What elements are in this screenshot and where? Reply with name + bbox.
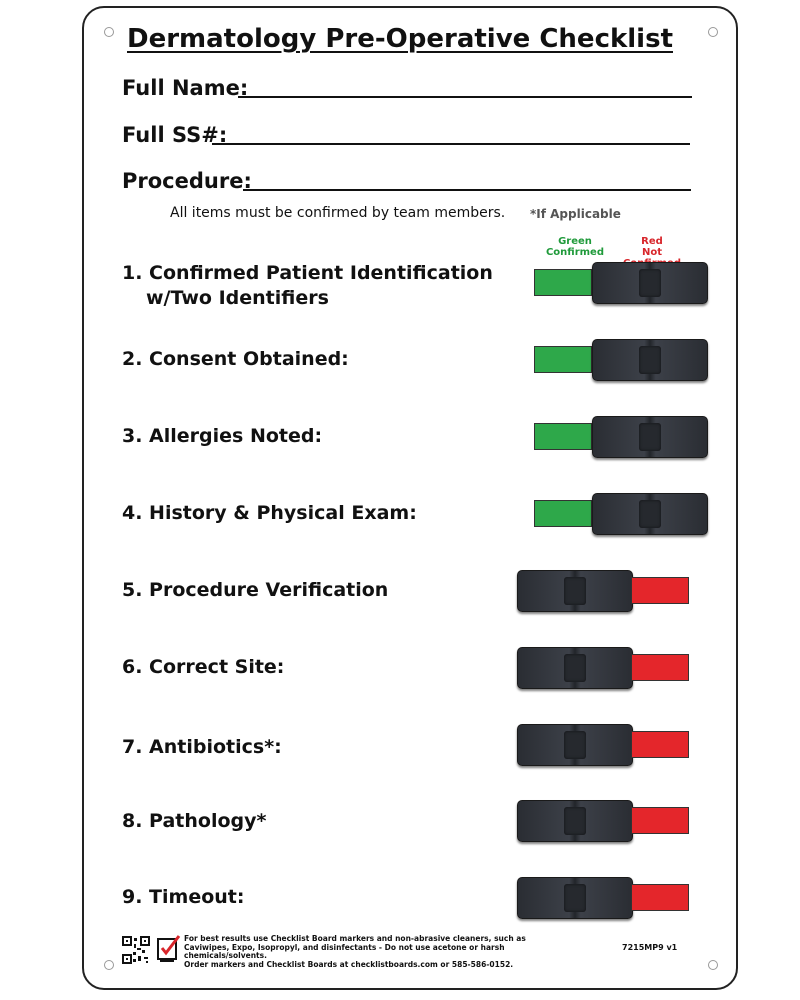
status-slider-2[interactable] [534,339,708,381]
confirmed-indicator [534,269,592,296]
status-slider-4[interactable] [534,493,708,535]
footer-line-3: Order markers and Checklist Boards at checklistboards.com or 585-586-0152. [184,959,514,969]
checklist-logo-icon [156,934,182,962]
status-slider-5[interactable] [517,570,691,612]
slider-knob[interactable] [592,416,708,458]
mounting-hole [708,960,718,970]
full-name-label: Full Name: [122,76,249,100]
not-confirmed-indicator [631,577,689,604]
legend-red-label: Not [641,247,663,258]
legend-green-title: Green [558,236,592,247]
footer-line-1: For best results use Checklist Board markers and non-abrasive cleaners, such as [184,934,526,943]
full-ss-field[interactable] [212,143,690,145]
slider-knob[interactable] [517,800,633,842]
status-slider-6[interactable] [517,647,691,689]
instruction-note: All items must be confirmed by team members. [170,205,506,221]
item-label-line2: w/Two Identifiers [146,287,329,309]
checklist-item-6: 6. Correct Site: [122,656,285,678]
slider-knob[interactable] [592,339,708,381]
legend-red-title: Red [641,236,663,247]
slider-knob[interactable] [517,647,633,689]
full-name-field[interactable] [238,96,692,98]
status-slider-9[interactable] [517,877,691,919]
status-slider-7[interactable] [517,724,691,766]
slider-knob[interactable] [517,724,633,766]
item-label: 1. Confirmed Patient Identification [122,262,493,284]
footer-line-2: Caviwipes, Expo, Isopropyl, and disinfectants - Do not use acetone or harsh chemicals/solvents. [184,942,505,960]
checklist-item-9: 9. Timeout: [122,886,245,908]
checklist-item-1 [122,261,493,311]
confirmed-indicator [534,346,592,373]
status-slider-1[interactable] [534,262,708,304]
slider-knob[interactable] [517,570,633,612]
slider-knob[interactable] [517,877,633,919]
confirmed-indicator [534,423,592,450]
procedure-field[interactable] [243,189,691,191]
mounting-hole [104,960,114,970]
procedure-label: Procedure: [122,169,252,193]
footer-instructions [184,935,564,969]
checklist-item-5: 5. Procedure Verification [122,579,389,601]
not-confirmed-indicator [631,884,689,911]
full-ss-label: Full SS#: [122,123,228,147]
not-confirmed-indicator [631,807,689,834]
product-code: 7215MP9 v1 [622,943,678,952]
if-applicable-note: *If Applicable [530,207,621,221]
slider-knob[interactable] [592,262,708,304]
checklist-item-3: 3. Allergies Noted: [122,425,323,447]
status-slider-8[interactable] [517,800,691,842]
legend-green-label: Confirmed [545,247,605,258]
checklist-item-7: 7. Antibiotics*: [122,736,282,758]
legend-green [540,236,610,258]
slider-knob[interactable] [592,493,708,535]
checklist-item-2: 2. Consent Obtained: [122,348,349,370]
checklist-item-8: 8. Pathology* [122,810,267,832]
page-title: Dermatology Pre-Operative Checklist [127,24,673,54]
checklist-item-4: 4. History & Physical Exam: [122,502,417,524]
confirmed-indicator [534,500,592,527]
qr-code-icon [122,936,150,964]
status-slider-3[interactable] [534,416,708,458]
not-confirmed-indicator [631,654,689,681]
not-confirmed-indicator [631,731,689,758]
